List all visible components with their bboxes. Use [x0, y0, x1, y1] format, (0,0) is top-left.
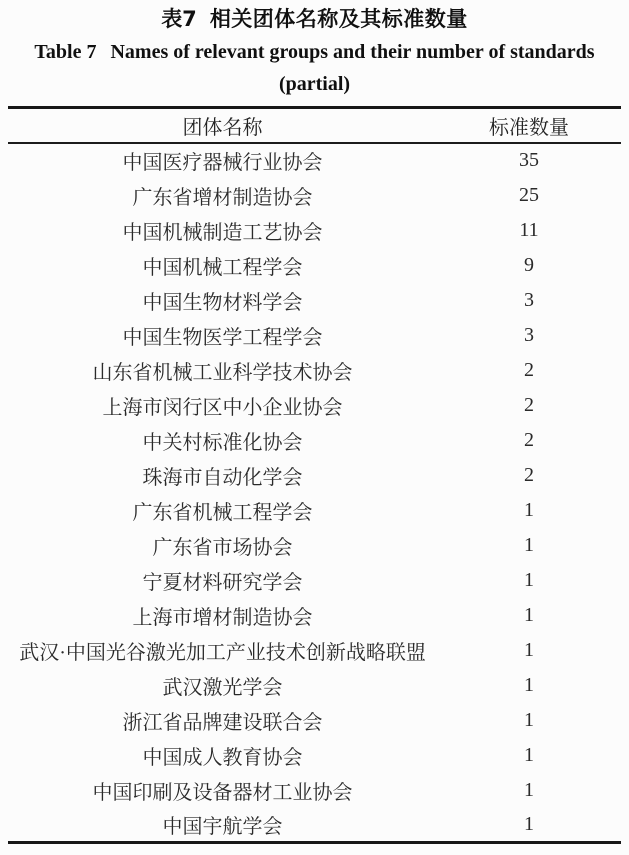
group-name-cell: 山东省机械工业科学技术协会 [92, 361, 353, 384]
table-row [8, 703, 621, 738]
table-row [8, 388, 621, 423]
standard-count-cell: 3 [524, 288, 535, 311]
table-title-zh: 相关团体名称及其标准数量 [209, 7, 468, 31]
group-name-cell: 上海市闵行区中小企业协会 [102, 396, 343, 419]
group-name-cell: 武汉激光学会 [162, 676, 283, 699]
table-row [8, 213, 621, 248]
standard-count-cell: 2 [524, 358, 535, 381]
standard-count-cell: 2 [524, 463, 535, 486]
table-number-en: Table 7 [34, 41, 97, 63]
table-row [8, 598, 621, 633]
group-name-cell: 珠海市自动化学会 [142, 466, 303, 489]
standard-count-cell: 9 [524, 253, 535, 276]
table-caption-note: (partial) [278, 73, 351, 95]
table-caption-zh [0, 0, 629, 33]
standard-count-cell: 11 [519, 218, 539, 241]
table-row [8, 318, 621, 353]
group-name-cell: 中关村标准化协会 [142, 431, 303, 454]
table-row [8, 773, 621, 808]
group-name-cell: 中国生物材料学会 [142, 291, 303, 314]
standard-count-cell: 1 [524, 603, 535, 626]
table-row [8, 808, 621, 843]
header-row [8, 108, 621, 143]
table-row [8, 738, 621, 773]
group-name-cell: 中国机械制造工艺协会 [122, 221, 323, 244]
standard-count-cell: 25 [519, 183, 540, 206]
standard-count-cell: 1 [524, 673, 535, 696]
table-row [8, 248, 621, 283]
group-name-cell: 武汉·中国光谷激光加工产业技术创新战略联盟 [19, 641, 426, 664]
standard-count-cell: 1 [524, 498, 535, 521]
table-row [8, 633, 621, 668]
table-row [8, 493, 621, 528]
group-name-cell: 广东省市场协会 [152, 536, 293, 559]
group-name-cell: 中国印刷及设备器材工业协会 [92, 781, 353, 804]
group-name-cell: 上海市增材制造协会 [132, 606, 313, 629]
table-number-zh: 表7 [161, 7, 197, 31]
standard-count-cell: 1 [524, 638, 535, 661]
group-name-cell: 宁夏材料研究学会 [142, 571, 303, 594]
table-row [8, 668, 621, 703]
group-name-cell: 中国生物医学工程学会 [122, 326, 323, 349]
header-standard-count: 标准数量 [437, 108, 621, 143]
group-name-cell: 中国医疗器械行业协会 [122, 152, 323, 174]
table-header [8, 108, 621, 143]
table-row [8, 178, 621, 213]
standard-count-cell: 35 [519, 149, 540, 171]
table-row [8, 458, 621, 493]
table-row [8, 563, 621, 598]
group-name-cell: 中国宇航学会 [162, 815, 283, 838]
group-name-cell: 中国机械工程学会 [142, 256, 303, 279]
header-group-name: 团体名称 [8, 108, 437, 143]
table-row [8, 283, 621, 318]
standard-count-cell: 1 [524, 743, 535, 766]
table-row [8, 143, 621, 178]
standard-count-cell: 1 [524, 568, 535, 591]
group-name-cell: 中国成人教育协会 [142, 746, 303, 769]
table-title-en: Names of relevant groups and their number of standards [110, 41, 595, 63]
table-caption-en [0, 39, 629, 65]
group-name-cell: 广东省机械工程学会 [132, 501, 313, 524]
standard-count-cell: 1 [524, 778, 535, 801]
standard-count-cell: 1 [524, 708, 535, 731]
standard-count-cell: 1 [524, 533, 535, 556]
standard-count-cell: 2 [524, 428, 535, 451]
table-row [8, 423, 621, 458]
standard-count-cell: 3 [524, 323, 535, 346]
group-name-cell: 广东省增材制造协会 [132, 186, 313, 209]
standards-table [8, 106, 621, 844]
table-row [8, 528, 621, 563]
table-body [8, 143, 621, 843]
group-name-cell: 浙江省品牌建设联合会 [122, 711, 323, 734]
table-row [8, 353, 621, 388]
standard-count-cell: 2 [524, 393, 535, 416]
standard-count-cell: 1 [524, 812, 535, 835]
